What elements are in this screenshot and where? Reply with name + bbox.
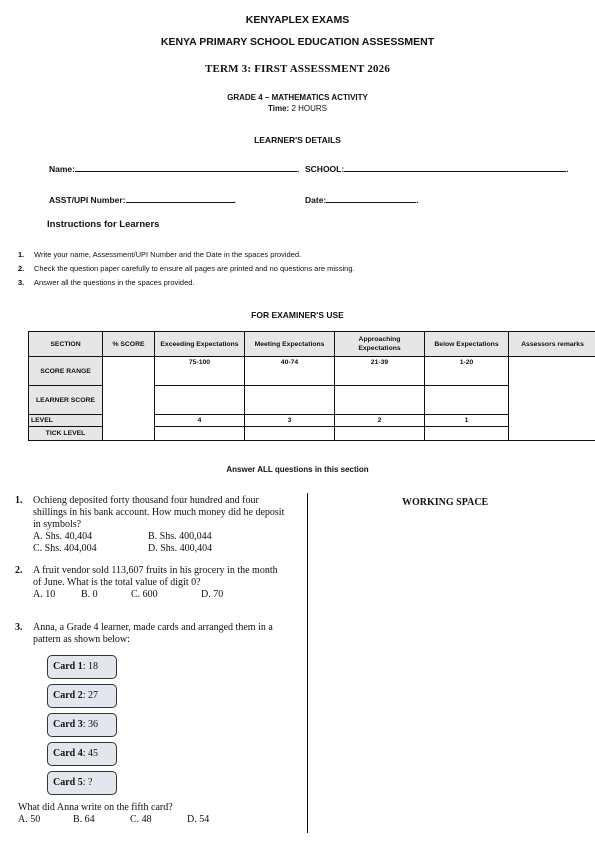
header-section: SECTION <box>29 332 103 357</box>
instructions-title: Instructions for Learners <box>47 219 160 230</box>
question-3-followup <box>18 802 298 826</box>
level-exceeding: 4 <box>155 415 245 427</box>
pattern-card: Card 3: 36 <box>47 713 117 737</box>
pattern-card: Card 1: 18 <box>47 655 117 679</box>
learner-score-cell[interactable] <box>335 386 425 415</box>
term-title: TERM 3: FIRST ASSESSMENT 2026 <box>204 63 391 75</box>
working-space-title: WORKING SPACE <box>402 497 489 508</box>
range-exceeding: 75-100 <box>155 357 245 386</box>
question-number: 2. <box>15 565 23 576</box>
school-label: SCHOOL: <box>305 164 345 174</box>
question-text: A fruit vendor sold 113,607 fruits in his grocery in the month of June. What is the total value of digit 0? <box>33 565 278 588</box>
score-cell[interactable] <box>103 357 155 441</box>
examiner-table <box>28 331 595 441</box>
asst-label: ASST/UPI Number: <box>49 195 126 205</box>
followup-text: What did Anna write on the fifth card? <box>18 802 173 813</box>
question-number: 1. <box>15 495 23 506</box>
option-b[interactable]: B. Shs. 400,044 <box>148 531 212 542</box>
table-row <box>29 357 595 386</box>
tick-cell[interactable] <box>335 427 425 441</box>
option-d[interactable]: D. 54 <box>187 814 210 825</box>
asst-field[interactable]: ASST/UPI Number: . <box>49 195 236 205</box>
header-meeting: Meeting Expectations <box>245 332 335 357</box>
option-d[interactable]: D. 70 <box>201 589 224 600</box>
question-2 <box>15 565 288 601</box>
row-label-learner-score: LEARNER SCORE <box>29 386 103 415</box>
column-divider <box>307 493 308 833</box>
school-field[interactable]: SCHOOL: . <box>305 164 569 174</box>
question-3 <box>15 622 288 646</box>
header-approaching: Approaching Expectations <box>335 332 425 357</box>
instruction-item: 2. Check the question paper carefully to ensure all pages are printed and no questions are missing. <box>18 264 355 273</box>
pattern-card: Card 4: 45 <box>47 742 117 766</box>
tick-cell[interactable] <box>425 427 509 441</box>
row-label-tick-level: TICK LEVEL <box>29 427 103 441</box>
option-b[interactable]: B. 0 <box>81 589 98 600</box>
header-score: % SCORE <box>103 332 155 357</box>
section-instruction: Answer ALL questions in this section <box>226 465 369 474</box>
name-field[interactable]: Name: . <box>49 164 300 174</box>
assessment-title: KENYA PRIMARY SCHOOL EDUCATION ASSESSMENT <box>160 36 435 48</box>
learner-score-cell[interactable] <box>155 386 245 415</box>
tick-cell[interactable] <box>155 427 245 441</box>
range-below: 1-20 <box>425 357 509 386</box>
question-number: 3. <box>15 622 23 633</box>
learner-score-cell[interactable] <box>425 386 509 415</box>
range-meeting: 40-74 <box>245 357 335 386</box>
pattern-card: Card 2: 27 <box>47 684 117 708</box>
time-value: 2 HOURS <box>291 104 327 113</box>
date-field[interactable]: Date: . <box>305 195 419 205</box>
header-below: Below Expectations <box>425 332 509 357</box>
pattern-card: Card 5: ? <box>47 771 117 795</box>
header-exceeding: Exceeding Expectations <box>155 332 245 357</box>
option-a[interactable]: A. 50 <box>18 814 41 825</box>
exam-org: KENYAPLEX EXAMS <box>245 14 350 26</box>
date-label: Date: <box>305 195 327 205</box>
tick-cell[interactable] <box>245 427 335 441</box>
asst-line[interactable] <box>126 194 234 203</box>
option-c[interactable]: C. 600 <box>131 589 158 600</box>
time-line <box>0 104 595 113</box>
date-line[interactable] <box>326 194 416 203</box>
option-c[interactable]: C. 48 <box>130 814 152 825</box>
learner-details-title: LEARNER'S DETAILS <box>254 135 341 145</box>
instruction-item: 1. Write your name, Assessment/UPI Number and the Date in the spaces provided. <box>18 250 302 259</box>
header-remarks: Assessors remarks <box>509 332 595 357</box>
level-meeting: 3 <box>245 415 335 427</box>
table-header-row <box>29 332 595 357</box>
row-label-level: LEVEL <box>29 415 103 427</box>
option-a[interactable]: A. Shs. 40,404 <box>33 531 93 542</box>
level-below: 1 <box>425 415 509 427</box>
question-text: Anna, a Grade 4 learner, made cards and arranged them in a pattern as shown below: <box>33 622 273 645</box>
name-line[interactable] <box>75 163 297 172</box>
row-label-score-range: SCORE RANGE <box>29 357 103 386</box>
instruction-item: 3. Answer all the questions in the spaces provided. <box>18 278 195 287</box>
option-b[interactable]: B. 64 <box>73 814 95 825</box>
grade-title: GRADE 4 – MATHEMATICS ACTIVITY <box>227 93 368 102</box>
examiner-title: FOR EXAMINER'S USE <box>251 310 344 320</box>
option-c[interactable]: C. Shs. 404,004 <box>33 543 97 554</box>
school-line[interactable] <box>344 163 566 172</box>
option-d[interactable]: D. Shs. 400,404 <box>148 543 213 554</box>
option-a[interactable]: A. 10 <box>33 589 56 600</box>
name-label: Name: <box>49 164 75 174</box>
learner-score-cell[interactable] <box>245 386 335 415</box>
range-approaching: 21-39 <box>335 357 425 386</box>
remarks-cell[interactable] <box>509 357 595 441</box>
level-approaching: 2 <box>335 415 425 427</box>
time-label: Time: <box>268 104 290 113</box>
question-text: Ochieng deposited forty thousand four hundred and four shillings in his bank account. How much money did he deposit in symbols? <box>33 495 285 530</box>
question-1 <box>15 495 288 555</box>
